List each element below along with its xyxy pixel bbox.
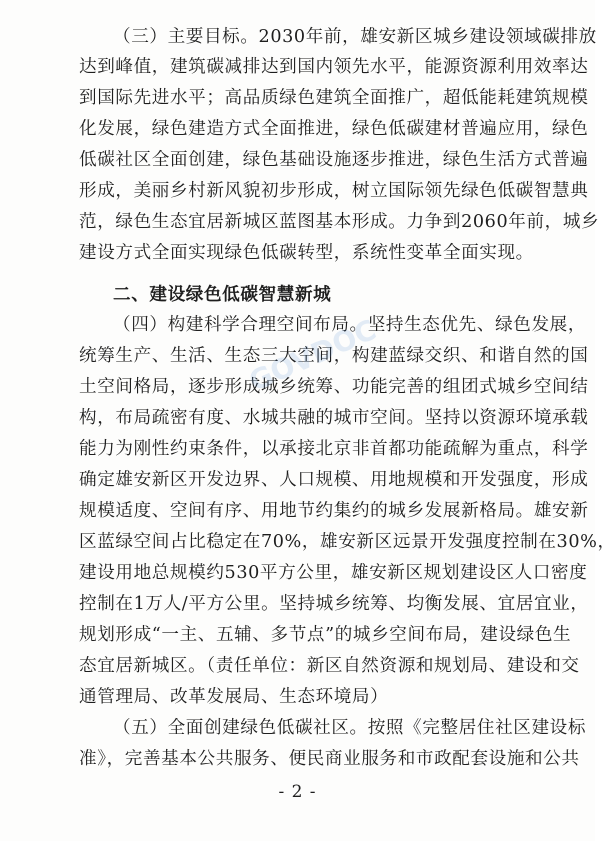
paragraph-3-line-3: 到国际先进水平；高品质绿色建筑全面推广，超低能耗建筑规模 <box>79 88 589 108</box>
paragraph-4-line-8: 区蓝绿空间占比稳定在70%，雄安新区远景开发强度控制在30%， <box>79 532 616 552</box>
paragraph-4-line-13: 通管理局、改革发展局、生态环境局） <box>79 687 389 707</box>
paragraph-4-line-12: 态宜居新城区。（责任单位：新区自然资源和规划局、建设和交 <box>79 656 580 676</box>
paragraph-4-line-11: 规划形成“一主、五辅、多节点”的城乡空间布局，建设绿色生 <box>79 625 572 645</box>
paragraph-4-line-5: 能力为刚性约束条件，以承接北京非首都功能疏解为重点，科学 <box>79 439 589 459</box>
paragraph-4-line-7: 规模适度、空间有序、用地节约集约的城乡发展新格局。雄安新 <box>79 501 589 521</box>
paragraph-4-line-9: 建设用地总规模约530平方公里，雄安新区规划建设区人口密度 <box>79 563 588 583</box>
paragraph-3-line-8: 建设方式全面实现绿色低碳转型，系统性变革全面实现。 <box>79 243 534 263</box>
paragraph-3-line-2: 达到峰值，建筑碳减排达到国内领先水平，能源资源利用效率达 <box>79 57 589 77</box>
paragraph-3-line-7: 范，绿色生态宜居新城区蓝图基本形成。力争到2060年前，城乡 <box>79 212 600 232</box>
section-heading: 二、建设绿色低碳智慧新城 <box>113 285 332 305</box>
paragraph-3-line-6: 形成，美丽乡村新风貌初步形成，树立国际领先绿色低碳智慧典 <box>79 181 589 201</box>
paragraph-4-line-1: （四）构建科学合理空间布局。坚持生态优先、绿色发展， <box>113 315 587 335</box>
paragraph-4-line-10: 控制在1万人/平方公里。坚持城乡统筹、均衡发展、宜居宜业， <box>79 594 589 614</box>
paragraph-4-line-3: 土空间格局，逐步形成城乡统筹、功能完善的组团式城乡空间结 <box>79 377 589 397</box>
paragraph-3-line-5: 低碳社区全面创建，绿色基础设施逐步推进，绿色生活方式普遍 <box>79 150 589 170</box>
paragraph-4-line-2: 统筹生产、生活、生态三大空间，构建蓝绿交织、和谐自然的国 <box>79 346 589 366</box>
paragraph-5-line-2: 准》，完善基本公共服务、便民商业服务和市政配套设施和公共 <box>79 749 580 769</box>
watermark-stamp: GOVDOC <box>244 312 382 399</box>
paragraph-3-line-1: （三）主要目标。2030年前，雄安新区城乡建设领域碳排放 <box>113 27 597 47</box>
paragraph-5-line-1: （五）全面创建绿色低碳社区。按照《完整居住社区建设标 <box>113 718 587 738</box>
page-number: - 2 - <box>278 782 317 802</box>
paragraph-3-line-4: 化发展，绿色建造方式全面推进，绿色低碳建材普遍应用，绿色 <box>79 119 589 139</box>
paragraph-4-line-4: 构，布局疏密有度、水城共融的城市空间。坚持以资源环境承载 <box>79 408 589 428</box>
paragraph-4-line-6: 确定雄安新区开发边界、人口规模、用地规模和开发强度，形成 <box>79 470 589 490</box>
